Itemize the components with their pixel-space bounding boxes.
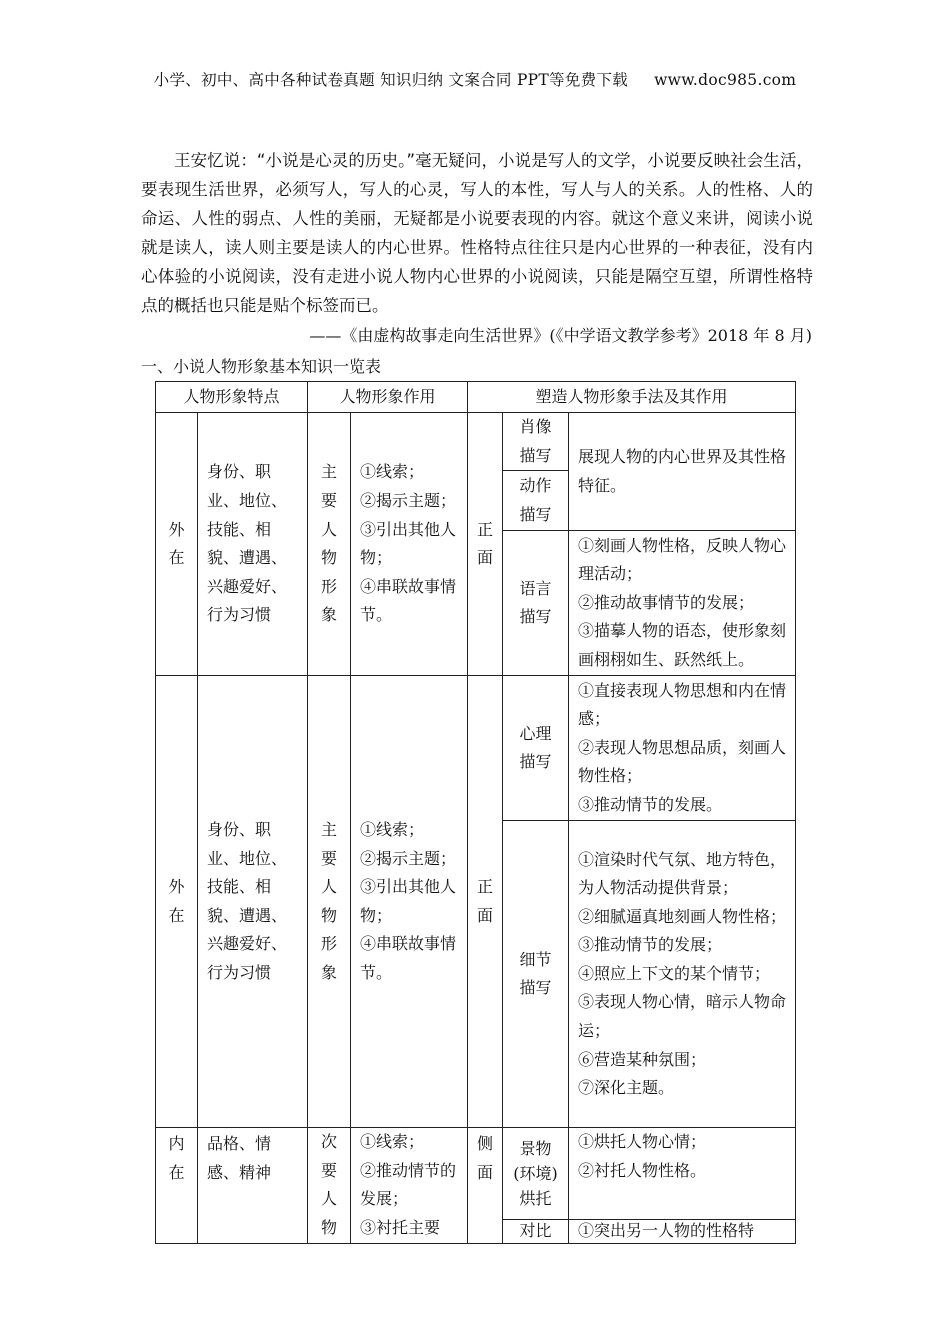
method-effect-cell: ①烘托人物心情； ②衬托人物性格。 bbox=[569, 1128, 796, 1219]
character-knowledge-table bbox=[155, 381, 796, 1244]
traits-cell: 身份、职业、地位、技能、相貌、遭遇、兴趣爱好、行为习惯 bbox=[198, 413, 308, 676]
role-cell: 主 要 人 物 形 象 bbox=[308, 676, 351, 1128]
method-name-cell: 细节 描写 bbox=[503, 821, 569, 1128]
method-effect-cell: ①突出另一人物的性格特 bbox=[569, 1219, 796, 1243]
page-header bbox=[0, 68, 950, 90]
traits-cell: 身份、职业、地位、技能、相貌、遭遇、兴趣爱好、行为习惯 bbox=[198, 676, 308, 1128]
table-header-row bbox=[156, 382, 796, 413]
functions-cell: ①线索； ②揭示主题； ③引出其他人物； ④串联故事情节。 bbox=[351, 413, 468, 676]
side-cell: 正 面 bbox=[468, 413, 503, 676]
role-cell: 次 要 人 物 bbox=[308, 1128, 351, 1243]
method-effect-cell: 展现人物的内心世界及其性格特征。 bbox=[569, 413, 796, 531]
section-title: 一、小说人物形象基本知识一览表 bbox=[141, 357, 382, 376]
method-name-cell: 景物 (环境) 烘托 bbox=[503, 1128, 569, 1219]
role-cell: 主 要 人 物 形 象 bbox=[308, 413, 351, 676]
header-functions: 人物形象作用 bbox=[308, 382, 468, 413]
method-name-cell: 肖像 描写 bbox=[503, 413, 569, 471]
header-traits: 人物形象特点 bbox=[156, 382, 308, 413]
traits-cell: 品格、情感、精神 bbox=[198, 1128, 308, 1243]
method-name-cell: 动作 描写 bbox=[503, 471, 569, 531]
side-cell: 侧 面 bbox=[468, 1128, 503, 1243]
side-cell: 正 面 bbox=[468, 676, 503, 1128]
intro-source: ——《由虚构故事走向生活世界》(《中学语文教学参考》2018 年 8 月) bbox=[309, 326, 812, 345]
header-url[interactable]: www.doc985.com bbox=[654, 71, 797, 89]
functions-cell: ①线索； ②推动情节的发展； ③衬托主要 bbox=[351, 1128, 468, 1243]
intro-paragraph: 王安忆说：“小说是心灵的历史。”毫无疑问，小说是写人的文学，小说要反映社会生活，要表现生活世界，必须写人，写人的心灵，写人的本性，写人与人的关系。人的性格、人的命运、人性的弱点、人性的美丽，无疑都是小说要表现的内容。就这个意义来讲，阅读小说就是读人，读人则主要是读人的内心世界。性格特点往往只是内心世界的一种表征，没有内心体验的小说阅读，没有走进小说人物内心世界的小说阅读，只能是隔空互望，所谓性格特点的概括也只能是贴个标签而已。 bbox=[141, 151, 813, 315]
table-row bbox=[156, 676, 796, 821]
category-cell: 内 在 bbox=[156, 1128, 198, 1243]
header-methods: 塑造人物形象手法及其作用 bbox=[468, 382, 796, 413]
header-text: 小学、初中、高中各种试卷真题 知识归纳 文案合同 PPT等免费下载 bbox=[153, 71, 629, 89]
method-name-cell: 心理 描写 bbox=[503, 676, 569, 821]
method-name-cell: 语言 描写 bbox=[503, 531, 569, 676]
functions-cell: ①线索； ②揭示主题； ③引出其他人物； ④串联故事情节。 bbox=[351, 676, 468, 1128]
table-row bbox=[156, 413, 796, 471]
category-cell: 外 在 bbox=[156, 413, 198, 676]
table-row bbox=[156, 1128, 796, 1219]
category-cell: 外 在 bbox=[156, 676, 198, 1128]
method-effect-cell: ①渲染时代气氛、地方特色，为人物活动提供背景； ②细腻逼真地刻画人物性格； ③推动情节的发展； ④照应上下文的某个情节； ⑤表现人物心情，暗示人物命运； ⑥营造某种氛围； ⑦深化主题。 bbox=[569, 821, 796, 1128]
method-effect-cell: ①直接表现人物思想和内在情感； ②表现人物思想品质，刻画人物性格； ③推动情节的发展。 bbox=[569, 676, 796, 821]
method-effect-cell: ①刻画人物性格，反映人物心理活动； ②推动故事情节的发展； ③描摹人物的语态，使形象刻画栩栩如生、跃然纸上。 bbox=[569, 531, 796, 676]
method-name-cell: 对比 bbox=[503, 1219, 569, 1243]
